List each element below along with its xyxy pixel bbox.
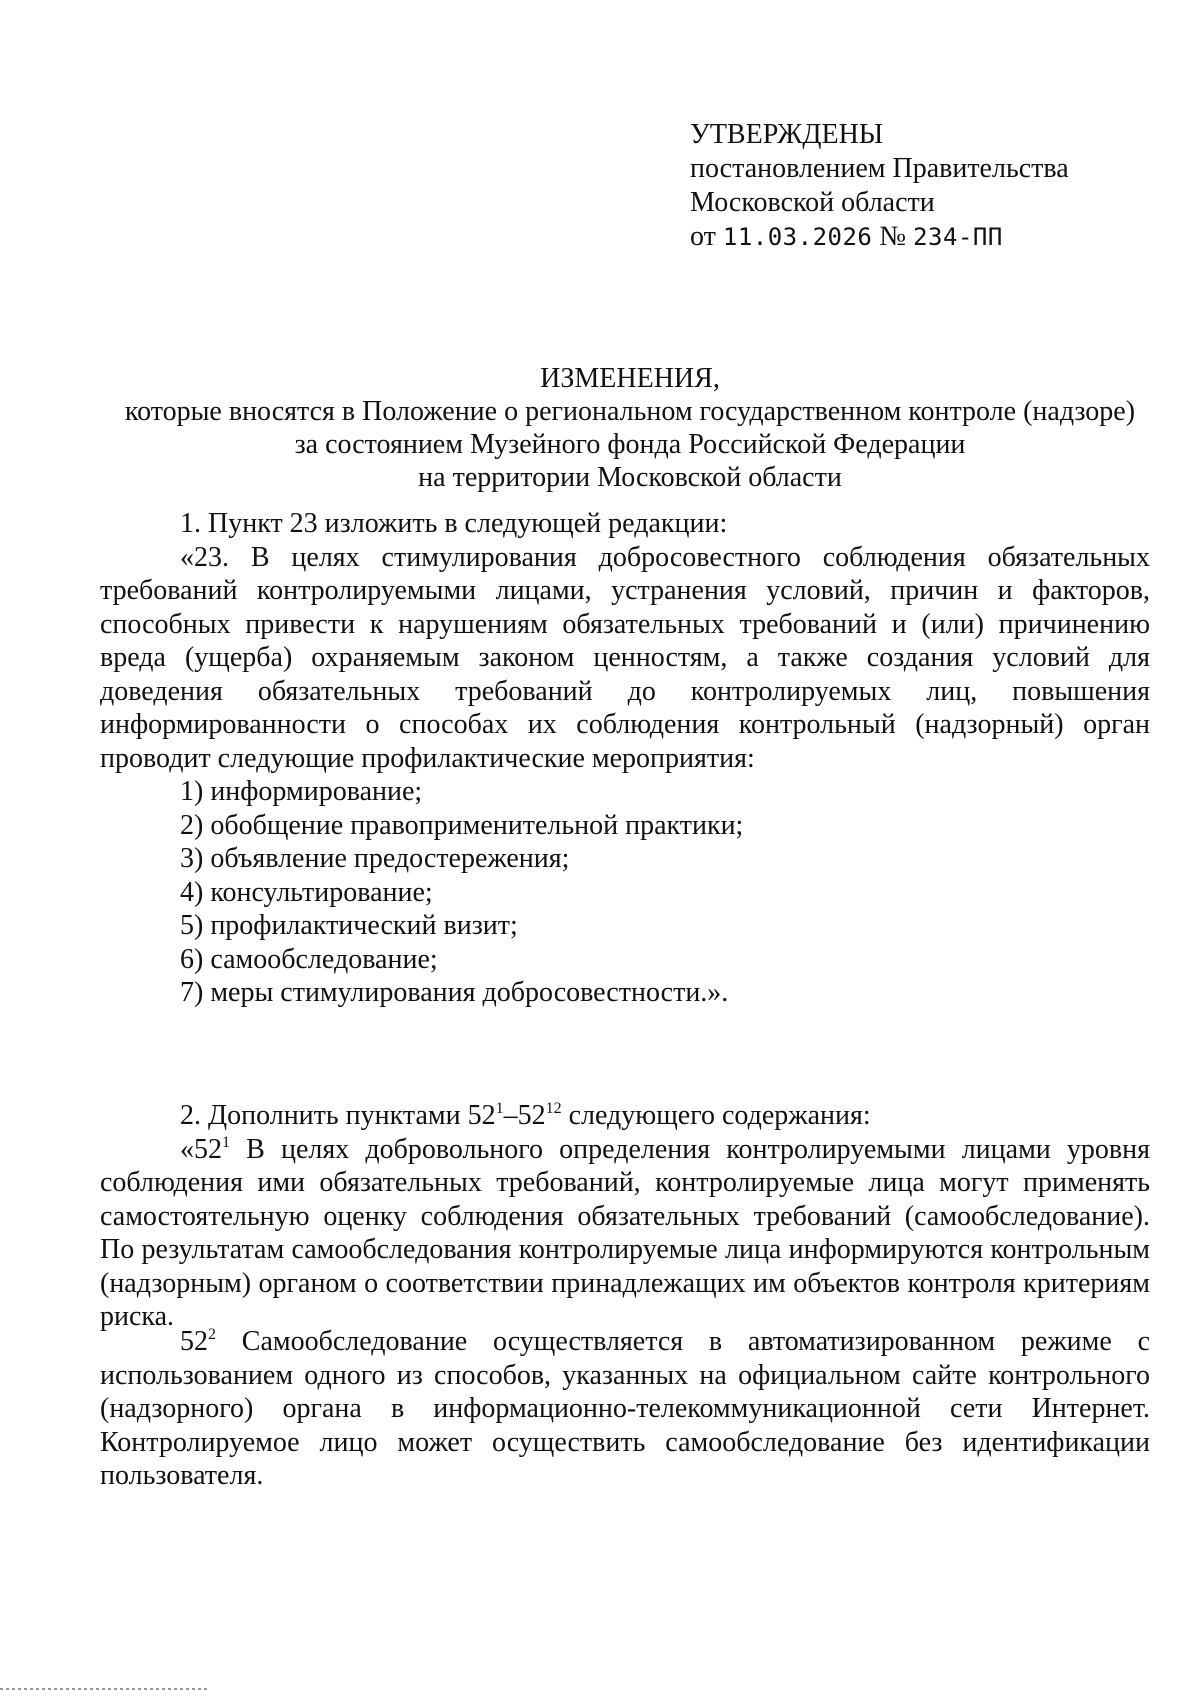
title-line-3: на территории Московской области	[418, 462, 842, 493]
approval-number: 234-ПП	[913, 223, 1003, 251]
scan-artifact	[0, 1688, 210, 1690]
title-heading: ИЗМЕНЕНИЯ,	[540, 363, 720, 394]
title-line-1: которые вносятся в Положение о региональном государственном контроле (надзоре)	[124, 396, 1136, 427]
point-number: «52	[180, 1133, 222, 1165]
list-item: 3) объявление предостережения;	[180, 843, 570, 874]
approval-heading: УТВЕРЖДЕНЫ	[690, 119, 884, 150]
superscript: 1	[495, 1100, 504, 1117]
approval-block	[690, 118, 1069, 254]
point-text: Самообследование осуществляется в автоматизированном режиме с использованием одного из способов, указанных на официальном сайте контрольного (надзорного) органа в информационно-телекоммуникационной сети Интернет. Контролируемое лицо может осуществить самообследование без идентификации пользователя.	[100, 1326, 1150, 1491]
approval-date-line	[690, 220, 1069, 254]
approval-line-1: постановлением Правительства	[690, 153, 1069, 184]
list-item: 5) профилактический визит;	[180, 910, 518, 941]
approval-line-2: Московской области	[690, 187, 935, 218]
date-prefix: от	[690, 221, 716, 252]
superscript: 2	[208, 1326, 216, 1343]
list-item: 4) консультирование;	[180, 876, 433, 908]
title-line-2: за состоянием Музейного фонда Российской Федерации	[294, 429, 966, 460]
list-item: 1) информирование;	[180, 776, 423, 807]
section-2	[100, 1099, 1150, 1334]
intro-part: 2. Дополнить пунктами 52	[180, 1100, 496, 1131]
point-text: В целях добровольного определения контролируемыми лицами уровня соблюдения ими обязательных требований, контролируемые лица могут применять самостоятельную оценку соблюдения обязательных требований (самообследование). По результатам самообследования контролируемые лица информируются контрольным (надзорным) органом о соответствии принадлежащих им объектов контроля критериям риска.	[100, 1133, 1150, 1332]
intro-part: следующего содержания:	[561, 1100, 871, 1131]
number-sign: №	[879, 221, 907, 252]
point-52-2	[100, 1325, 1150, 1493]
point-number: 52	[180, 1326, 208, 1357]
section-2-continued	[100, 1325, 1150, 1493]
point-23-text: «23. В целях стимулирования добросовестного соблюдения обязательных требований контролируемыми лицами, устранения условий, причин и факторов, способных привести к нарушениям обязательных требований и (или) причинению вреда (ущерба) охраняемым законом ценностям, а также создания условий для доведения обязательных требований до контролируемых лиц, повышения информированности о способах их соблюдения контрольный (надзорный) орган проводит следующие профилактические мероприятия:	[100, 541, 1150, 774]
list-item: 2) обобщение правоприменительной практики;	[180, 809, 744, 841]
point-52-1	[100, 1133, 1150, 1334]
document-title	[100, 362, 1160, 494]
approval-date: 11.03.2026	[722, 223, 873, 251]
list-item: 7) меры стимулирования добросовестности.».	[180, 977, 729, 1008]
superscript: 12	[545, 1100, 562, 1117]
intro-part: –52	[503, 1100, 546, 1131]
section-1	[100, 507, 1150, 1010]
list-item: 6) самообследование;	[180, 943, 438, 975]
section-2-intro	[100, 1099, 1150, 1133]
section-1-intro: 1. Пункт 23 изложить в следующей редакции:	[180, 508, 728, 539]
superscript: 1	[222, 1133, 230, 1151]
